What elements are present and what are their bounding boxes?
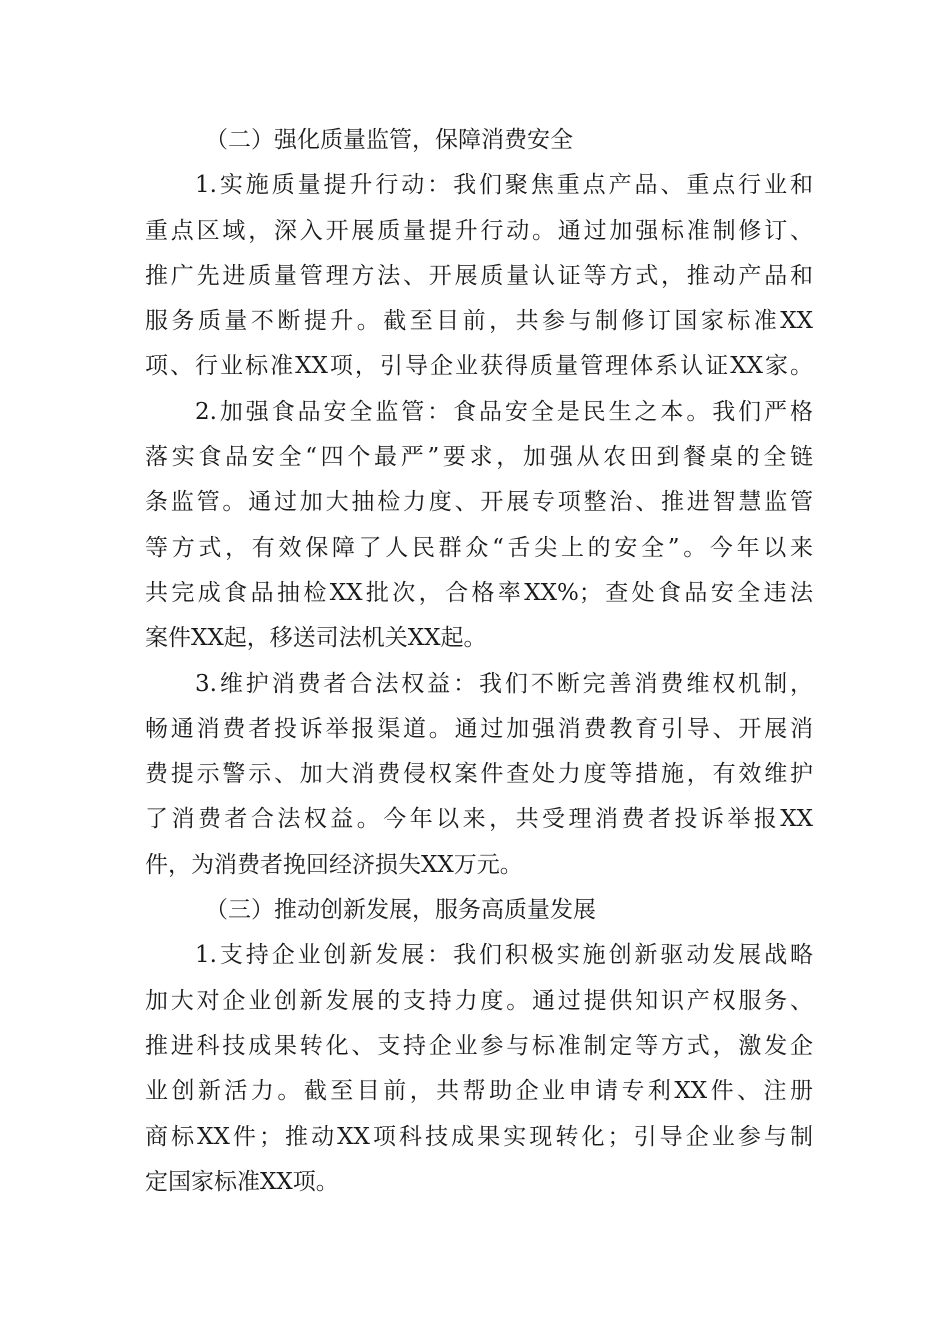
paragraph-line: 等方式，有效保障了人民群众“舌尖上的安全”。今年以来 bbox=[145, 534, 813, 561]
paragraph-line: 费提示警示、加大消费侵权案件查处力度等措施，有效维护 bbox=[145, 761, 813, 788]
paragraph-line: 服务质量不断提升。截至目前，共参与制修订国家标准XX bbox=[145, 308, 813, 335]
paragraph bbox=[145, 933, 813, 1205]
paragraph-line: 条监管。通过加大抽检力度、开展专项整治、推进智慧监管 bbox=[145, 489, 813, 516]
paragraph-line: 了消费者合法权益。今年以来，共受理消费者投诉举报XX bbox=[145, 806, 813, 833]
paragraph-line: 推广先进质量管理方法、开展质量认证等方式，推动产品和 bbox=[145, 262, 813, 289]
paragraph-line: 落实食品安全“四个最严”要求，加强从农田到餐桌的全链 bbox=[145, 444, 813, 471]
paragraph-line: 畅通消费者投诉举报渠道。通过加强消费教育引导、开展消 bbox=[145, 715, 813, 742]
paragraph-line: 件，为消费者挽回经济损失XX万元。 bbox=[145, 851, 523, 878]
document-page bbox=[145, 118, 813, 1205]
paragraph-line: 1.实施质量提升行动：我们聚焦重点产品、重点行业和 bbox=[195, 172, 813, 199]
paragraph-line: 1.支持企业创新发展：我们积极实施创新驱动发展战略 bbox=[195, 942, 813, 969]
paragraph-line: 商标XX件；推动XX项科技成果实现转化；引导企业参与制 bbox=[145, 1123, 813, 1150]
paragraph-line: 3.维护消费者合法权益：我们不断完善消费维权机制， bbox=[195, 670, 813, 697]
paragraph-line: 重点区域，深入开展质量提升行动。通过加强标准制修订、 bbox=[145, 217, 813, 244]
paragraph bbox=[145, 662, 813, 888]
section-heading: （二）强化质量监管，保障消费安全 bbox=[205, 127, 573, 153]
paragraph-line: 推进科技成果转化、支持企业参与标准制定等方式，激发企 bbox=[145, 1032, 813, 1059]
paragraph bbox=[145, 390, 813, 662]
paragraph-line: 定国家标准XX项。 bbox=[145, 1168, 339, 1195]
paragraph-line: 加大对企业创新发展的支持力度。通过提供知识产权服务、 bbox=[145, 987, 813, 1014]
section-heading: （三）推动创新发展，服务高质量发展 bbox=[205, 897, 596, 924]
paragraph-line: 案件XX起，移送司法机关XX起。 bbox=[145, 625, 487, 652]
paragraph-line: 共完成食品抽检XX批次，合格率XX%；查处食品安全违法 bbox=[145, 579, 813, 606]
paragraph-line: 2.加强食品安全监管：食品安全是民生之本。我们严格 bbox=[195, 398, 813, 425]
paragraph bbox=[145, 163, 813, 389]
paragraph-line: 项、行业标准XX项，引导企业获得质量管理体系认证XX家。 bbox=[145, 353, 813, 380]
paragraph-line: 业创新活力。截至目前，共帮助企业申请专利XX件、注册 bbox=[145, 1078, 813, 1105]
